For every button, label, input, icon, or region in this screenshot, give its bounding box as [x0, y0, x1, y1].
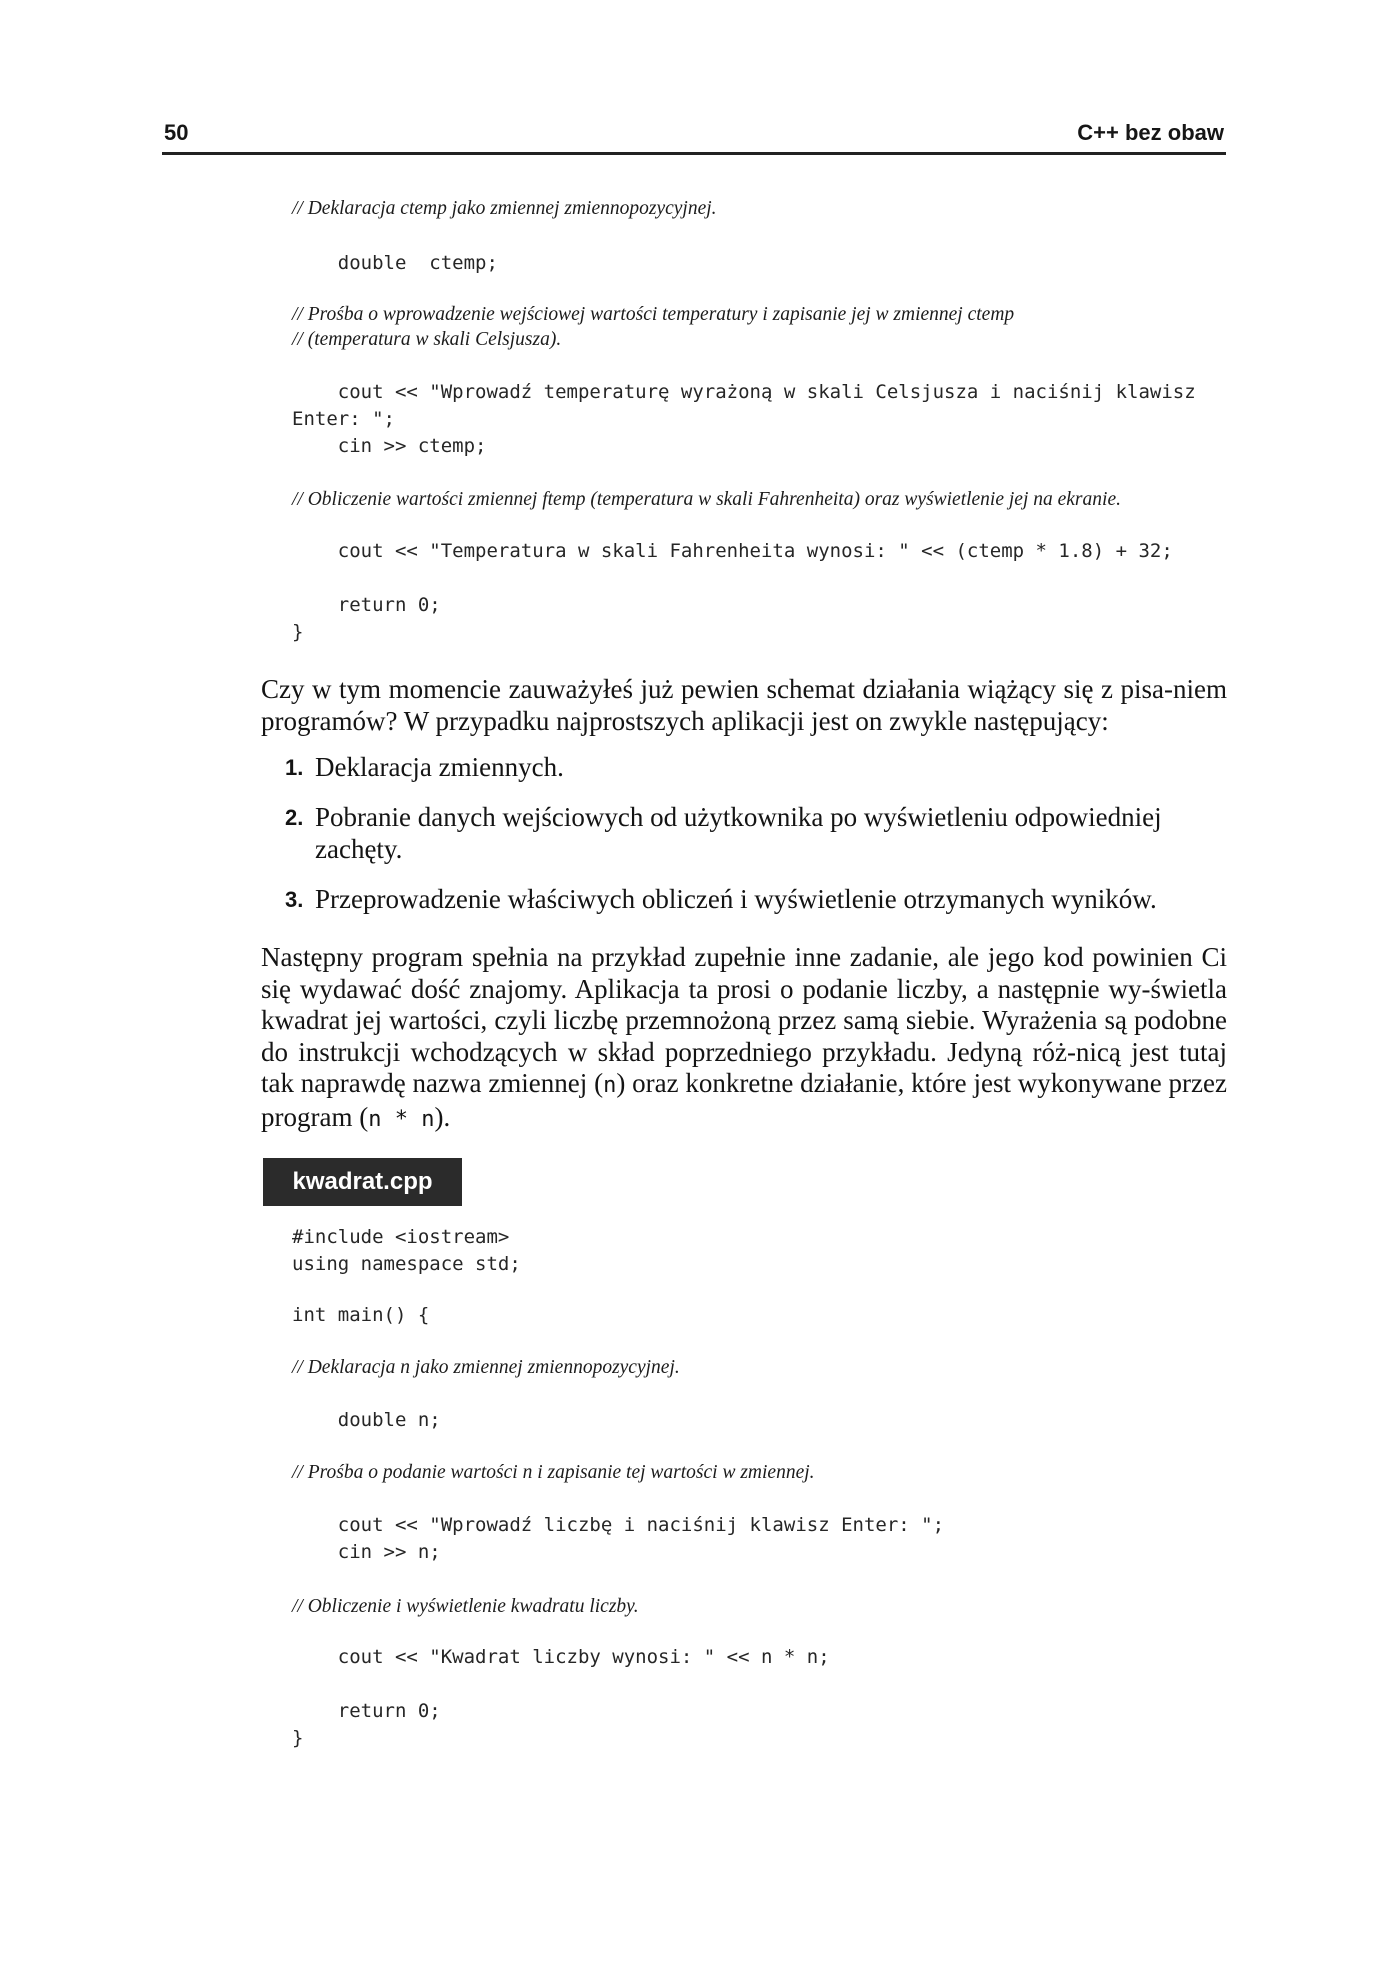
- code-comment: // Deklaracja n jako zmiennej zmiennopozycyjnej.: [292, 1357, 680, 1378]
- code-comment: // Obliczenie i wyświetlenie kwadratu liczby.: [292, 1596, 639, 1617]
- code-line: int main() {: [292, 1304, 430, 1326]
- code-block: return 0; }: [292, 594, 441, 643]
- page-number: 50: [164, 120, 189, 145]
- code-comment: // Deklaracja ctemp jako zmiennej zmiennopozycyjnej.: [292, 198, 717, 219]
- code-block: #include <iostream> using namespace std;: [292, 1226, 521, 1275]
- code-line: cout << "Kwadrat liczby wynosi: " << n * n;: [292, 1646, 830, 1668]
- code-block: cout << "Wprowadź liczbę i naciśnij klawisz Enter: "; cin >> n;: [337, 1514, 945, 1563]
- page-header: [162, 116, 1226, 155]
- paragraph: [261, 942, 1227, 1135]
- inline-code: n * n: [368, 1106, 435, 1132]
- code-comment: // Prośba o podanie wartości n i zapisanie tej wartości w zmiennej.: [292, 1462, 815, 1483]
- list-item-text: Przeprowadzenie właściwych obliczeń i wyświetlenie otrzymanych wyników.: [315, 884, 1157, 914]
- paragraph-text: Następny program spełnia na przykład zupełnie inne zadanie, ale jego kod powinien Ci się wydawać dość znajomy. Aplikacja ta prosi o podanie liczby, a następnie wy-świetla kwadrat jej wartości, czyli liczbę przemnożoną przez samą siebie. Wyrażenia są podobne do instrukcji wchodzących w skład poprzedniego przykładu. Jedyną róż-nicą jest tutaj tak naprawdę nazwa zmiennej (: [261, 942, 1227, 1098]
- book-title: C++ bez obaw: [1077, 120, 1224, 145]
- inline-code: n: [603, 1073, 617, 1098]
- code-block: return 0; }: [292, 1700, 441, 1749]
- code-line: double n;: [292, 1409, 441, 1431]
- code-line: double ctemp;: [292, 252, 498, 274]
- code-line: cout << "Temperatura w skali Fahrenheita wynosi: " << (ctemp * 1.8) + 32;: [292, 540, 1173, 562]
- paragraph-text: ) oraz konkretne działanie, które jest wykonywane przez program (: [261, 1068, 1227, 1132]
- list-item-number: 1.: [285, 755, 304, 780]
- list-item-text: Pobranie danych wejściowych od użytkownika po wyświetleniu odpowiedniej zachęty.: [315, 802, 1162, 864]
- listing-title: kwadrat.cpp: [263, 1158, 462, 1206]
- list-item-number: 3.: [285, 887, 304, 912]
- list-item-text: Deklaracja zmiennych.: [315, 752, 564, 782]
- code-block: cout << "Wprowadź temperaturę wyrażoną w skali Celsjusza i naciśnij klawisz Enter: "; cin >> ctemp;: [292, 381, 1196, 457]
- code-comment: // Obliczenie wartości zmiennej ftemp (temperatura w skali Fahrenheita) oraz wyświetlenie jej na ekranie.: [292, 489, 1121, 510]
- code-comment: // Prośba o wprowadzenie wejściowej wartości temperatury i zapisanie jej w zmiennej ctemp // (temperatura w skali Celsjusza).: [292, 304, 1015, 350]
- paragraph-text: ).: [434, 1101, 451, 1132]
- list-item-number: 2.: [285, 805, 304, 830]
- paragraph: Czy w tym momencie zauważyłeś już pewien schemat działania wiążący się z pisa-niem programów? W przypadku najprostszych aplikacji jest on zwykle następujący:: [261, 674, 1227, 736]
